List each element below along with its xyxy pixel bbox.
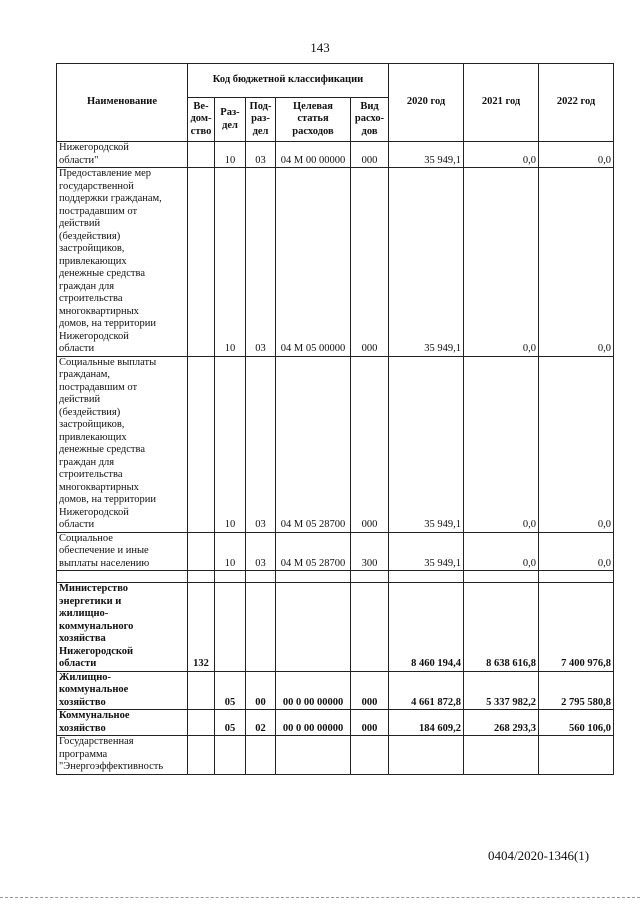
cell-vid: 000 — [351, 671, 389, 710]
cell-y2021: 268 293,3 — [464, 710, 539, 736]
spacer-cell — [539, 571, 614, 583]
table-row — [57, 356, 614, 532]
cell-name: Предоставление мер государственной поддержки гражданам, пострадавшим от действий (бездействия) застройщиков, привлекающих денежные средства граждан для строительства многоквартирных домов, на территории Нижегородской области — [57, 168, 188, 357]
cell-y2020: 8 460 194,4 — [389, 583, 464, 672]
cell-celevaya: 04 М 05 28700 — [276, 356, 351, 532]
cell-podrazdel: 02 — [246, 710, 276, 736]
cell-name: Жилищно- коммунальное хозяйство — [57, 671, 188, 710]
table-row — [57, 736, 614, 775]
cell-celevaya — [276, 736, 351, 775]
table-row — [57, 671, 614, 710]
cell-vid: 000 — [351, 356, 389, 532]
cell-vid: 000 — [351, 168, 389, 357]
cell-podrazdel — [246, 583, 276, 672]
cell-ved — [188, 532, 215, 571]
cell-y2021: 0,0 — [464, 142, 539, 168]
cell-ved: 132 — [188, 583, 215, 672]
cell-vid: 000 — [351, 142, 389, 168]
cell-y2022: 560 106,0 — [539, 710, 614, 736]
cell-name: Социальные выплаты гражданам, пострадавшим от действий (бездействия) застройщиков, привлекающих денежные средства граждан для строительства многоквартирных домов, на территории Нижегородской области — [57, 356, 188, 532]
cell-razdel: 10 — [215, 168, 246, 357]
cell-y2021 — [464, 736, 539, 775]
header-ved: Ве- дом- ство — [188, 98, 215, 142]
cell-podrazdel: 03 — [246, 356, 276, 532]
cell-podrazdel: 03 — [246, 532, 276, 571]
cell-name: Социальное обеспечение и иные выплаты населению — [57, 532, 188, 571]
cell-ved — [188, 671, 215, 710]
cell-name: Государственная программа "Энергоэффективность — [57, 736, 188, 775]
spacer-cell — [464, 571, 539, 583]
cell-ved — [188, 710, 215, 736]
header-2021: 2021 год — [464, 64, 539, 142]
cell-name: Нижегородской области" — [57, 142, 188, 168]
cell-y2021: 0,0 — [464, 532, 539, 571]
cell-ved — [188, 142, 215, 168]
cell-podrazdel: 03 — [246, 168, 276, 357]
cell-razdel — [215, 736, 246, 775]
cell-y2022: 7 400 976,8 — [539, 583, 614, 672]
cell-podrazdel — [246, 736, 276, 775]
header-2022: 2022 год — [539, 64, 614, 142]
budget-table — [56, 63, 614, 775]
cell-y2020: 35 949,1 — [389, 356, 464, 532]
cell-y2021: 8 638 616,8 — [464, 583, 539, 672]
cell-y2022: 0,0 — [539, 356, 614, 532]
spacer-cell — [215, 571, 246, 583]
cell-celevaya: 04 М 05 00000 — [276, 168, 351, 357]
spacer-cell — [57, 571, 188, 583]
cell-name: Министерство энергетики и жилищно- коммунального хозяйства Нижегородской области — [57, 583, 188, 672]
cell-razdel: 10 — [215, 142, 246, 168]
page-edge-line — [0, 897, 640, 898]
cell-name: Коммунальное хозяйство — [57, 710, 188, 736]
cell-razdel: 10 — [215, 532, 246, 571]
cell-ved — [188, 168, 215, 357]
table-row — [57, 571, 614, 583]
spacer-cell — [351, 571, 389, 583]
cell-y2022: 2 795 580,8 — [539, 671, 614, 710]
cell-podrazdel: 00 — [246, 671, 276, 710]
document-code: 0404/2020-1346(1) — [488, 848, 590, 863]
header-razdel: Раз- дел — [215, 98, 246, 142]
cell-y2020: 35 949,1 — [389, 142, 464, 168]
cell-vid — [351, 583, 389, 672]
cell-y2022 — [539, 736, 614, 775]
cell-y2021: 0,0 — [464, 168, 539, 357]
cell-vid: 000 — [351, 710, 389, 736]
cell-ved — [188, 736, 215, 775]
cell-celevaya — [276, 583, 351, 672]
cell-y2022: 0,0 — [539, 532, 614, 571]
table-row — [57, 142, 614, 168]
table-row — [57, 583, 614, 672]
spacer-cell — [246, 571, 276, 583]
cell-y2020: 35 949,1 — [389, 532, 464, 571]
cell-y2020: 4 661 872,8 — [389, 671, 464, 710]
header-classification: Код бюджетной классификации — [188, 64, 389, 98]
cell-razdel — [215, 583, 246, 672]
cell-y2022: 0,0 — [539, 168, 614, 357]
table-row — [57, 532, 614, 571]
cell-razdel: 05 — [215, 671, 246, 710]
header-podrazdel: Под- раз- дел — [246, 98, 276, 142]
header-2020: 2020 год — [389, 64, 464, 142]
table-row — [57, 168, 614, 357]
cell-ved — [188, 356, 215, 532]
cell-y2020: 184 609,2 — [389, 710, 464, 736]
header-vid: Вид расхо- дов — [351, 98, 389, 142]
table-row — [57, 710, 614, 736]
cell-razdel: 10 — [215, 356, 246, 532]
spacer-cell — [389, 571, 464, 583]
spacer-cell — [188, 571, 215, 583]
spacer-cell — [276, 571, 351, 583]
cell-y2022: 0,0 — [539, 142, 614, 168]
cell-vid: 300 — [351, 532, 389, 571]
page-number: 143 — [310, 40, 330, 55]
cell-celevaya: 00 0 00 00000 — [276, 710, 351, 736]
cell-podrazdel: 03 — [246, 142, 276, 168]
table-body — [57, 142, 614, 775]
cell-y2020: 35 949,1 — [389, 168, 464, 357]
cell-celevaya: 00 0 00 00000 — [276, 671, 351, 710]
cell-razdel: 05 — [215, 710, 246, 736]
cell-celevaya: 04 М 05 28700 — [276, 532, 351, 571]
header-name: Наименование — [57, 64, 188, 142]
header-celevaya: Целевая статья расходов — [276, 98, 351, 142]
cell-y2020 — [389, 736, 464, 775]
cell-celevaya: 04 М 00 00000 — [276, 142, 351, 168]
cell-y2021: 5 337 982,2 — [464, 671, 539, 710]
cell-vid — [351, 736, 389, 775]
cell-y2021: 0,0 — [464, 356, 539, 532]
